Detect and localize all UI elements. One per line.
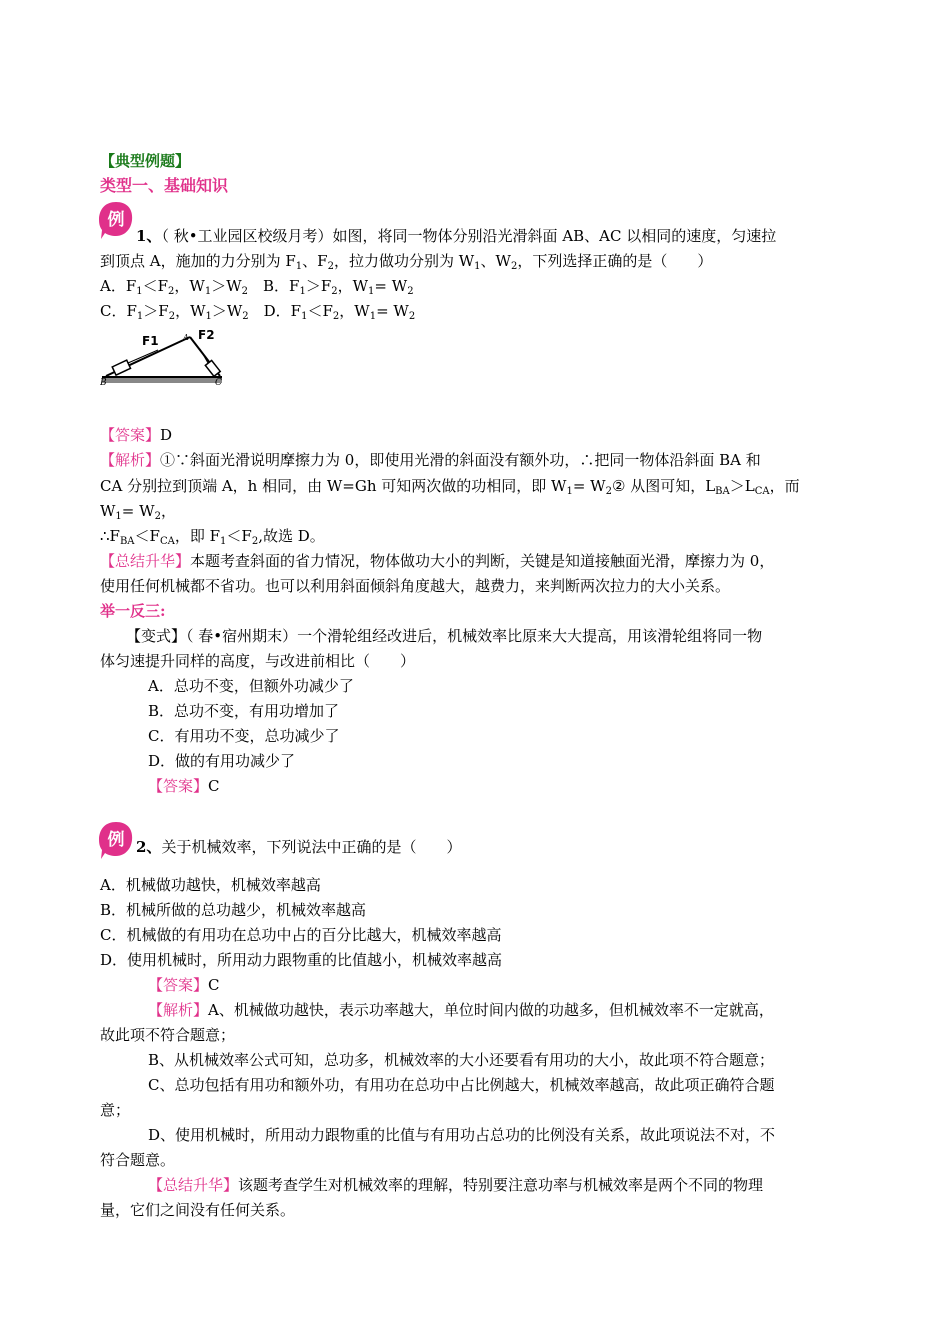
type-title: 类型一、基础知识: [100, 176, 229, 195]
variant-heading: 举一反三:: [100, 602, 166, 620]
ex2-analysis-a2: 故此项不符合题意；: [100, 1026, 236, 1044]
variant-answer: 【答案】C: [148, 777, 220, 795]
ex1-analysis-line2: CA 分别拉到顶端 A，h 相同，由 W=Gh 可知两次做的功相同，即 $W_1=$ $W_2②$ 从图可知，$L_{BA}>L_{CA}$，而: [100, 477, 800, 497]
ex1-analysis-line1: 【解析】①∵斜面光滑说明摩擦力为 0，即使用光滑的斜面没有额外功，∴把同一物体沿斜面 BA 和: [100, 451, 761, 469]
ex2-summary-line1: 【总结升华】该题考查学生对机械效率的理解，特别要注意功率与机械效率是两个不同的物理: [148, 1176, 764, 1194]
variant-option: A．总功不变，但额外功减少了: [148, 677, 354, 695]
ex2-question: 2、关于机械效率，下列说法中正确的是（ ）: [136, 838, 462, 856]
ex1-analysis-line4: $\therefore F_{BA}<F_{CA}$，即 $F_1<F_2$,故选 D。: [100, 527, 325, 547]
ex2-option: B．机械所做的总功越少，机械效率越高: [100, 901, 367, 919]
variant-line1: 【变式】（ 春•宿州期末）一个滑轮组经改进后，机械效率比原来大大提高，用该滑轮组将同一物: [126, 627, 763, 645]
ex1-option-cd: C．$F_1>F_2$，$W_1>W_2$ D．$F_1<F_2$，$W_1= W_2$: [100, 302, 416, 322]
ex2-option: A．机械做功越快，机械效率越高: [100, 876, 321, 894]
ex2-analysis-c2: 意；: [100, 1101, 131, 1119]
fig-label-b: B: [100, 378, 107, 387]
ex2-analysis-b: B、从机械效率公式可知，总功多，机械效率的大小还要看有用功的大小，故此项不符合题意；: [148, 1051, 775, 1069]
ex2-analysis-a1: 【解析】A、机械做功越快，表示功率越大，单位时间内做的功越多，但机械效率不一定就高，: [148, 1001, 774, 1019]
ex1-answer: 【答案】D: [100, 426, 173, 444]
variant-option: C．有用功不变，总功减少了: [148, 727, 340, 745]
variant-option: B．总功不变，有用功增加了: [148, 702, 340, 720]
ex2-option: C．机械做的有用功在总功中占的百分比越大，机械效率越高: [100, 926, 502, 944]
variant-line2: 体匀速提升同样的高度，与改进前相比（ ）: [100, 652, 416, 670]
ex2-answer: 【答案】C: [148, 976, 220, 994]
ex1-summary-line2: 使用任何机械都不省功。也可以利用斜面倾斜角度越大，越费力，来判断两次拉力的大小关系。: [100, 577, 731, 595]
ex1-option-ab: A．$F_1<F_2$，$W_1>W_2$ B．$F_1>F_2$，$W_1= W_2$: [100, 277, 414, 297]
ex2-analysis-c1: C、总功包括有用功和额外功，有用功在总功中占比例越大，机械效率越高，故此项正确符合题: [148, 1076, 775, 1094]
fig-label-f1: F1: [142, 334, 159, 348]
fig-label-a: A: [183, 333, 189, 342]
ex2-summary-line2: 量，它们之间没有任何关系。: [100, 1201, 296, 1219]
ex1-question-line1: [100, 226, 852, 246]
ex1-question-line2: 到顶点 A，施加的力分别为 $F_1$、$F_2$，拉力做功分别为 $W_1$、$W_2$，下列选择正确的是（ ）: [100, 252, 713, 272]
ex2-analysis-d1: D、使用机械时，所用动力跟物重的比值与有用功占总功的比例没有关系，故此项说法不对，不: [148, 1126, 776, 1144]
ex1-number: 1、: [136, 227, 162, 245]
ex1-analysis-line3: $W_1= W_2$，: [100, 502, 176, 522]
ex2-number: 2、: [136, 838, 162, 856]
ex2-analysis-d2: 符合题意。: [100, 1151, 176, 1169]
badge-char: 例: [107, 210, 125, 230]
ex2-option: D．使用机械时，所用动力跟物重的比值越小，机械效率越高: [100, 951, 503, 969]
badge-char: 例: [107, 830, 125, 850]
section-heading: 【典型例题】: [100, 152, 191, 170]
fig-label-c: C: [215, 378, 222, 387]
fig-label-f2: F2: [198, 328, 215, 342]
variant-option: D．做的有用功减少了: [148, 752, 296, 770]
ex1-summary-line1: 【总结升华】本题考查斜面的省力情况，物体做功大小的判断，关键是知道接触面光滑，摩擦力为 0，: [100, 552, 775, 570]
incline-figure: [100, 327, 226, 387]
ex1-question-text: （ 秋•工业园区校级月考）如图，将同一物体分别沿光滑斜面 AB、AC 以相同的速度，匀速拉: [161, 227, 777, 245]
